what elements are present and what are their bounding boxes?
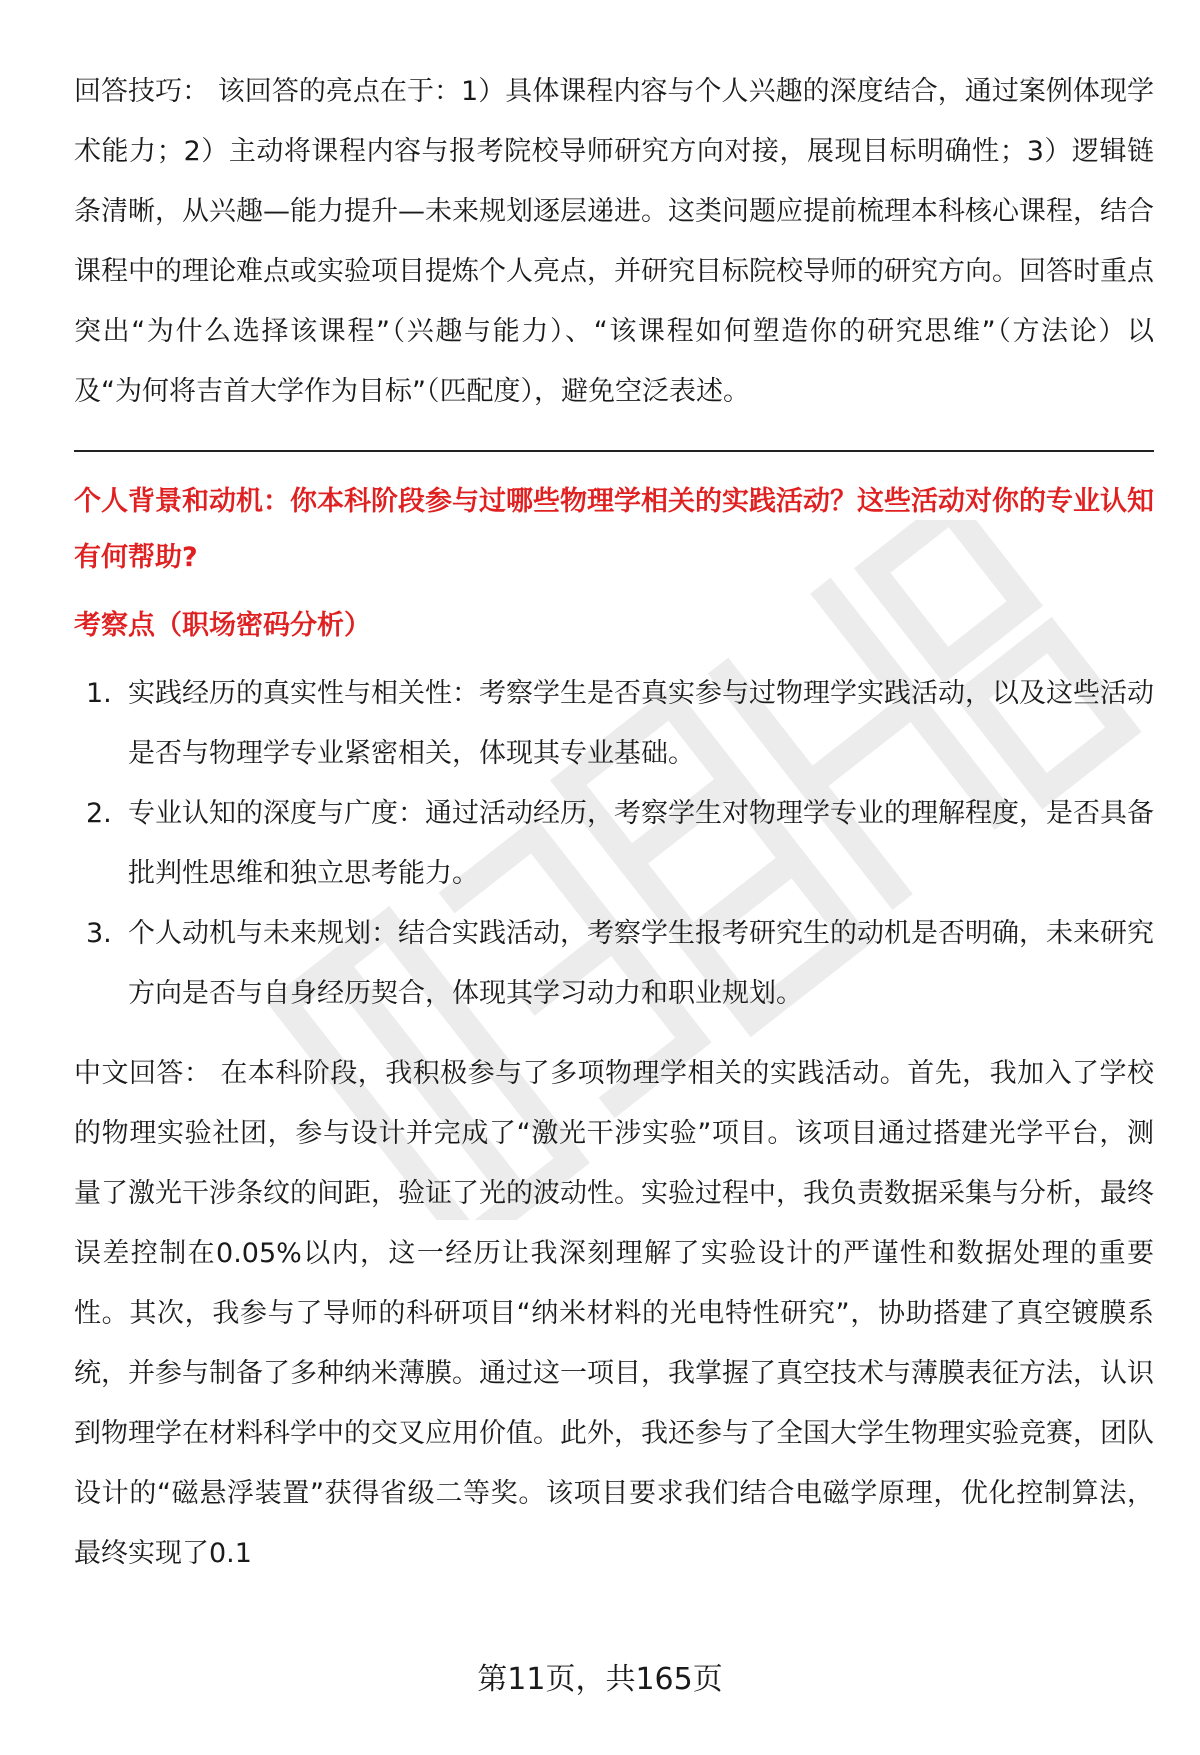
list-item-text: 实践经历的真实性与相关性：考察学生是否真实参与过物理学实践活动，以及这些活动是否与物理学专业紧密相关，体现其专业基础。 <box>128 678 1154 769</box>
list-item-text: 专业认知的深度与广度：通过活动经历，考察学生对物理学专业的理解程度，是否具备批判性思维和独立思考能力。 <box>128 798 1154 889</box>
list-item <box>74 664 1154 784</box>
question-heading: 个人背景和动机：你本科阶段参与过哪些物理学相关的实践活动？这些活动对你的专业认知有何帮助? <box>74 486 1154 573</box>
list-item-number: 2. <box>86 798 112 829</box>
list-item-number: 1. <box>86 678 112 709</box>
list-item-number: 3. <box>86 918 112 949</box>
list-item <box>74 784 1154 904</box>
assessment-points-heading: 考察点（职场密码分析） <box>74 610 371 641</box>
document-page <box>74 62 1154 1584</box>
answer-tips-label: 回答技巧： <box>74 76 210 107</box>
list-item-text: 个人动机与未来规划：结合实践活动，考察学生报考研究生的动机是否明确，未来研究方向是否与自身经历契合，体现其学习动力和职业规划。 <box>128 918 1154 1009</box>
answer-tips-paragraph <box>74 62 1154 422</box>
list-item <box>74 904 1154 1024</box>
answer-tips-text: 该回答的亮点在于：1）具体课程内容与个人兴趣的深度结合，通过案例体现学术能力；2）主动将课程内容与报考院校导师研究方向对接，展现目标明确性；3）逻辑链条清晰，从兴趣—能力提升—未来规划逐层递进。这类问题应提前梳理本科核心课程，结合课程中的理论难点或实验项目提炼个人亮点，并研究目标院校导师的研究方向。回答时重点突出“为什么选择该课程”（兴趣与能力）、“该课程如何塑造你的研究思维”（方法论）以及“为何将吉首大学作为目标”（匹配度），避免空泛表述。 <box>74 76 1154 407</box>
chinese-answer-label: 中文回答： <box>74 1058 212 1089</box>
section-divider <box>74 450 1154 452</box>
chinese-answer-paragraph <box>74 1044 1154 1584</box>
chinese-answer-text: 在本科阶段，我积极参与了多项物理学相关的实践活动。首先，我加入了学校的物理实验社团，参与设计并完成了“激光干涉实验”项目。该项目通过搭建光学平台，测量了激光干涉条纹的间距，验证了光的波动性。实验过程中，我负责数据采集与分析，最终误差控制在0.05%以内，这一经历让我深刻理解了实验设计的严谨性和数据处理的重要性。其次，我参与了导师的科研项目“纳米材料的光电特性研究”，协助搭建了真空镀膜系统，并参与制备了多种纳米薄膜。通过这一项目，我掌握了真空技术与薄膜表征方法，认识到物理学在材料科学中的交叉应用价值。此外，我还参与了全国大学生物理实验竞赛，团队设计的“磁悬浮装置”获得省级二等奖。该项目要求我们结合电磁学原理，优化控制算法，最终实现了0.1 <box>74 1058 1155 1569</box>
assessment-points-list <box>74 664 1154 1024</box>
page-number-footer: 第11页，共165页 <box>477 1662 723 1697</box>
